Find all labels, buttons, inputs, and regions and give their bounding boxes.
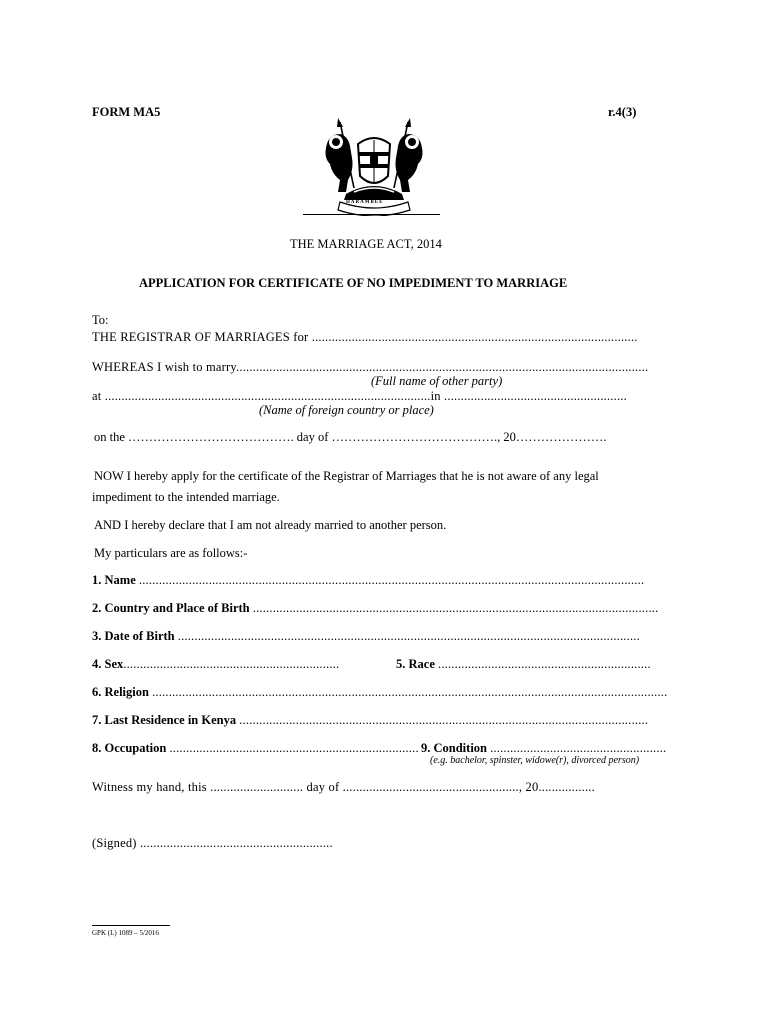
residence-field[interactable]: ........................................................................................................................... — [239, 713, 649, 727]
name-row — [92, 573, 644, 587]
title-divider — [303, 214, 440, 215]
race-row — [396, 657, 651, 671]
condition-hint: (e.g. bachelor, spinster, widowe(r), divorced person) — [430, 755, 640, 766]
rule-reference: r.4(3) — [608, 105, 637, 119]
religion-label: 6. Religion — [92, 685, 149, 699]
declaration-paragraph: AND I hereby declare that I am not already married to another person. — [94, 518, 447, 532]
particulars-intro: My particulars are as follows:- — [94, 546, 248, 560]
occupation-label: 8. Occupation — [92, 741, 167, 755]
emblem-motto: HARAMBEE — [346, 200, 384, 205]
footer-code: GPK (L) 1089 – 5/2016 — [92, 929, 159, 937]
condition-field[interactable]: ..................................................... — [490, 741, 667, 755]
occupation-field[interactable]: ........................................................................... — [169, 741, 419, 755]
residence-label: 7. Last Residence in Kenya — [92, 713, 237, 727]
religion-row — [92, 685, 667, 699]
date-line-field[interactable]: on the …………………………………. day of …………………………………., 20…………………. — [94, 430, 607, 444]
dob-label: 3. Date of Birth — [92, 629, 175, 643]
application-paragraph-line-1: NOW I hereby apply for the certificate of the Registrar of Marriages that he is not aware of any legal — [94, 469, 599, 483]
name-label: 1. Name — [92, 573, 136, 587]
other-party-field[interactable]: WHEREAS I wish to marry............................................................................................................................ — [92, 360, 649, 374]
race-label: 5. Race — [396, 657, 435, 671]
residence-row — [92, 713, 648, 727]
witness-field[interactable]: Witness my hand, this ............................ day of ....................................................., 20................. — [92, 780, 595, 794]
condition-label: 9. Condition — [421, 741, 487, 755]
sex-label: 4. Sex — [92, 657, 124, 671]
birth-field[interactable]: .......................................................................................................................... — [252, 601, 659, 615]
race-field[interactable]: ................................................................ — [438, 657, 651, 671]
birth-label: 2. Country and Place of Birth — [92, 601, 250, 615]
sex-field[interactable]: ................................................................. — [123, 657, 340, 671]
registrar-field[interactable]: THE REGISTRAR OF MARRIAGES for .................................................................................................. — [92, 330, 638, 344]
signature-field[interactable]: (Signed) .......................................................... — [92, 836, 333, 850]
footer-divider — [92, 925, 170, 926]
sex-row — [92, 657, 339, 671]
foreign-place-hint: (Name of foreign country or place) — [259, 403, 434, 417]
form-title: APPLICATION FOR CERTIFICATE OF NO IMPEDIMENT TO MARRIAGE — [139, 276, 568, 290]
application-paragraph-line-2: impediment to the intended marriage. — [92, 490, 280, 504]
dob-row — [92, 629, 640, 643]
occupation-row — [92, 741, 419, 755]
name-field[interactable]: ........................................................................................................................................................ — [138, 573, 645, 587]
condition-row — [421, 741, 666, 755]
birth-row — [92, 601, 658, 615]
other-party-hint: (Full name of other party) — [371, 374, 503, 388]
religion-field[interactable]: ........................................................................................................................................................... — [152, 685, 668, 699]
act-title: THE MARRIAGE ACT, 2014 — [290, 237, 442, 251]
addressee-label: To: — [92, 313, 109, 327]
foreign-place-field[interactable]: at ..................................................................................................in ....................................................... — [92, 389, 627, 403]
dob-field[interactable]: ........................................................................................................................................... — [177, 629, 640, 643]
form-id: FORM MA5 — [92, 105, 161, 119]
